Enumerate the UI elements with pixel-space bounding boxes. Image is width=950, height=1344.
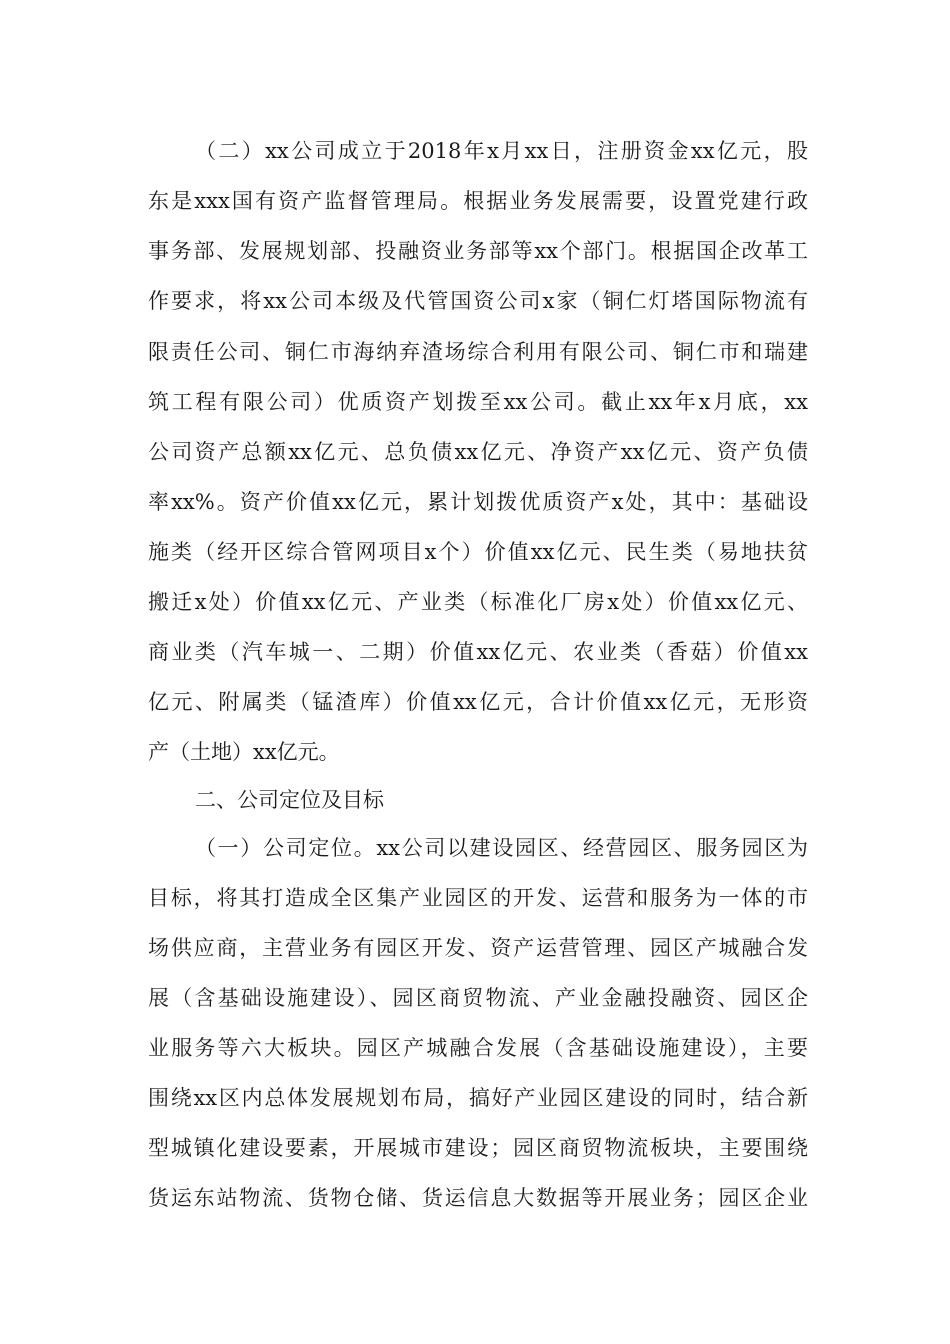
paragraph-2-line: 型城镇化建设要素，开展城市建设；园区商贸物流板块，主要围绕: [148, 1136, 808, 1160]
paragraph-1-line: 公司资产总额xx亿元、总负债xx亿元、净资产xx亿元、资产负债: [148, 440, 808, 464]
paragraph-1-line: 施类（经开区综合管网项目x个）价值xx亿元、民生类（易地扶贫: [148, 540, 808, 564]
paragraph-1-line: 产（土地）xx亿元。: [148, 740, 340, 764]
paragraph-1-line: 商业类（汽车城一、二期）价值xx亿元、农业类（香菇）价值xx: [148, 640, 808, 664]
paragraph-2-line: 业服务等六大板块。园区产城融合发展（含基础设施建设），主要: [148, 1036, 808, 1060]
paragraph-1-line: 搬迁x处）价值xx亿元、产业类（标准化厂房x处）价值xx亿元、: [148, 590, 808, 614]
paragraph-1-line: 作要求，将xx公司本级及代管国资公司x家（铜仁灯塔国际物流有: [148, 289, 808, 313]
paragraph-1-line: 事务部、发展规划部、投融资业务部等xx个部门。根据国企改革工: [148, 239, 808, 263]
paragraph-2-line: （一）公司定位。xx公司以建设园区、经营园区、服务园区为: [195, 836, 808, 860]
section-heading: 二、公司定位及目标: [195, 788, 384, 812]
paragraph-1-line: 亿元、附属类（锰渣库）价值xx亿元，合计价值xx亿元，无形资: [148, 690, 808, 714]
paragraph-1-line: 东是xxx国有资产监督管理局。根据业务发展需要，设置党建行政: [148, 189, 808, 213]
paragraph-2-line: 展（含基础设施建设）、园区商贸物流、产业金融投融资、园区企: [148, 986, 808, 1010]
paragraph-1-line: 筑工程有限公司）优质资产划拨至xx公司。截止xx年x月底，xx: [148, 390, 808, 414]
paragraph-2-line: 围绕xx区内总体发展规划布局，搞好产业园区建设的同时，结合新: [148, 1086, 808, 1110]
paragraph-2-line: 场供应商，主营业务有园区开发、资产运营管理、园区产城融合发: [148, 936, 808, 960]
paragraph-1-line: 率xx%。资产价值xx亿元，累计划拨优质资产x处，其中：基础设: [148, 490, 808, 514]
paragraph-2-line: 货运东站物流、货物仓储、货运信息大数据等开展业务；园区企业: [148, 1186, 808, 1210]
paragraph-1-line: （二）xx公司成立于2018年x月xx日，注册资金xx亿元，股: [195, 139, 808, 163]
paragraph-2-line: 目标，将其打造成全区集产业园区的开发、运营和服务为一体的市: [148, 886, 808, 910]
paragraph-1-line: 限责任公司、铜仁市海纳弃渣场综合利用有限公司、铜仁市和瑞建: [148, 340, 808, 364]
